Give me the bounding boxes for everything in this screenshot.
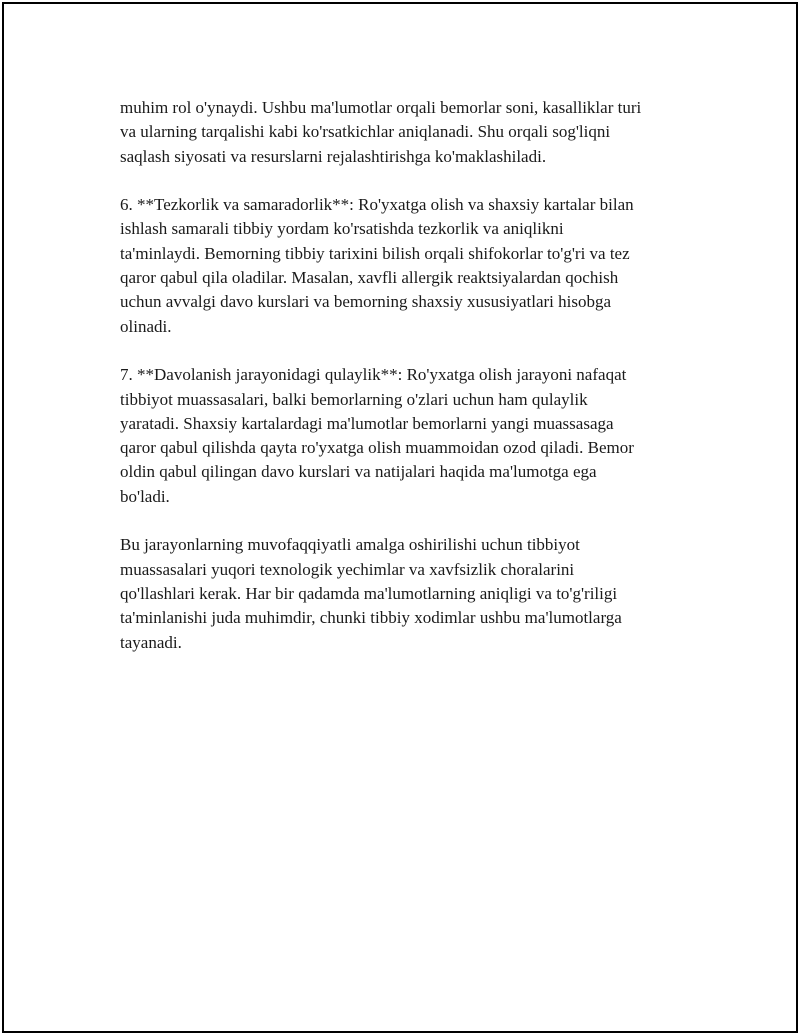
page-frame: [2, 2, 798, 1033]
paragraph-item-6: 6. **Tezkorlik va samaradorlik**: Ro'yxatga olish va shaxsiy kartalar bilan ishlash samarali tibbiy yordam ko'rsatishda tezkorlik va aniqlikni ta'minlaydi. Bemorning tibbiy tarixini bilish orqali shifokorlar to'g'ri va tez qaror qabul qila oladilar. Masalan, xavfli allergik reaktsiyalardan qochish uchun avvalgi davo kurslari va bemorning shaxsiy xususiyatlari hisobga olinadi.: [120, 195, 634, 336]
paragraph-conclusion: Bu jarayonlarning muvofaqqiyatli amalga oshirilishi uchun tibbiyot muassasalari yuqori texnologik yechimlar va xavfsizlik choralarini qo'llashlari kerak. Har bir qadamda ma'lumotlarning aniqligi va to'g'riligi ta'minlanishi juda muhimdir, chunki tibbiy xodimlar ushbu ma'lumotlarga tayanadi.: [120, 535, 622, 652]
paragraph-continuation: muhim rol o'ynaydi. Ushbu ma'lumotlar orqali bemorlar soni, kasalliklar turi va ularning tarqalishi kabi ko'rsatkichlar aniqlanadi. Shu orqali sog'liqni saqlash siyosati va resurslarni rejalashtirishga ko'maklashiladi.: [120, 98, 642, 166]
document-body: [120, 96, 690, 679]
paragraph-item-7: 7. **Davolanish jarayonidagi qulaylik**: Ro'yxatga olish jarayoni nafaqat tibbiyot muassasalari, balki bemorlarning o'zlari uchun ham qulaylik yaratadi. Shaxsiy kartalardagi ma'lumotlar bemorlarni yangi muassasaga qaror qabul qilishda qayta ro'yxatga olish muammoidan ozod qiladi. Bemor oldin qabul qilingan davo kurslari va natijalari haqida ma'lumotga ega bo'ladi.: [120, 365, 634, 506]
